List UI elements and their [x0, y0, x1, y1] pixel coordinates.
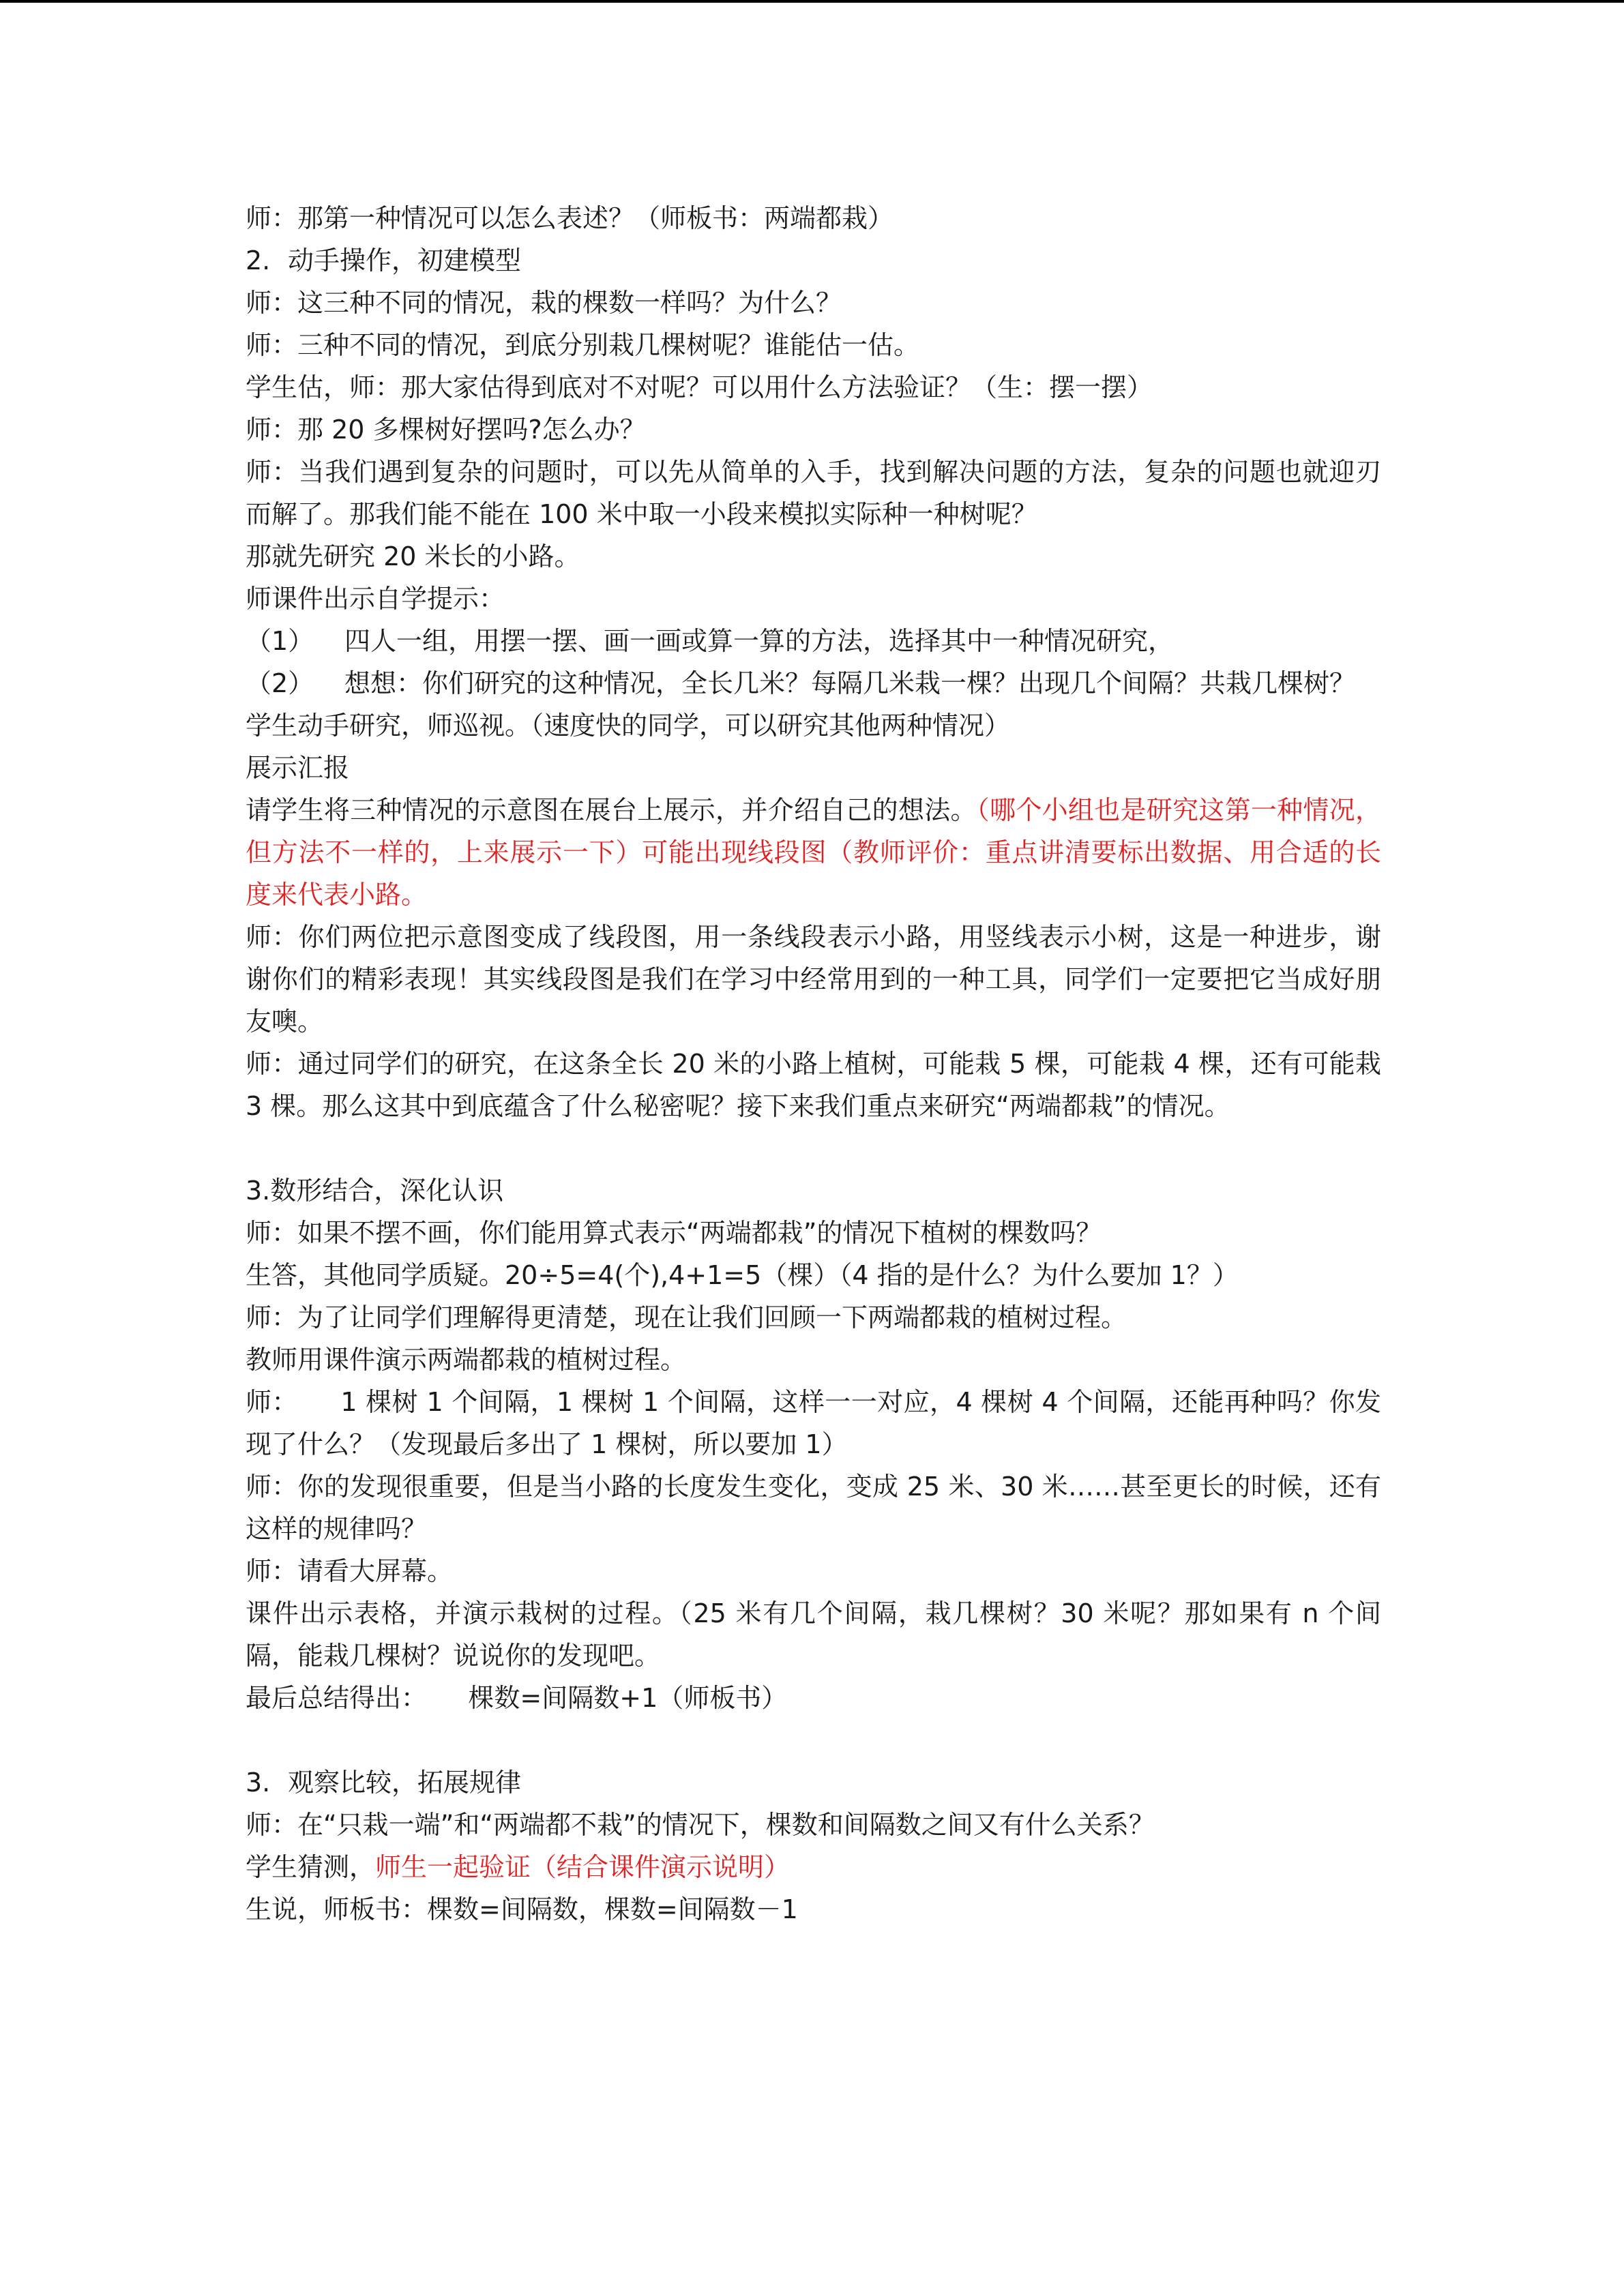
text-line: 师课件出示自学提示：: [246, 584, 505, 614]
text-line: 生说，师板书：棵数=间隔数，棵数=间隔数－1: [246, 1894, 798, 1924]
text-line: 师：如果不摆不画，你们能用算式表示“两端都栽”的情况下植树的棵数吗？: [246, 1218, 1102, 1248]
line-text: 学生猜测，: [246, 1852, 376, 1882]
summary-line: 最后总结得出： 棵数=间隔数+1（师板书）: [246, 1683, 788, 1713]
paragraph: [246, 789, 1381, 916]
paragraph: 师： 1 棵树 1 个间隔，1 棵树 1 个间隔，这样一一对应，4 棵树 4 个间隔，还能再种吗？你发现了什么？（发现最后多出了 1 棵树，所以要加 1）: [246, 1387, 1381, 1459]
document-body: [246, 197, 1381, 1930]
paragraph-text: 请学生将三种情况的示意图在展台上展示，并介绍自己的想法。: [246, 795, 977, 825]
text-line: 学生估，师：那大家估得到底对不对呢？可以用什么方法验证？（生：摆一摆）: [246, 372, 1153, 402]
text-line: 师：这三种不同的情况，栽的棵数一样吗？为什么？: [246, 288, 842, 318]
section-heading: [246, 1761, 1381, 1804]
list-marker: （1）: [246, 626, 314, 656]
blank-line: [246, 1127, 1381, 1169]
paragraph: 师：你的发现很重要，但是当小路的长度发生变化，变成 25 米、30 米……甚至更长的时候，还有这样的规律吗？: [246, 1472, 1381, 1544]
highlighted-text: 师生一起验证（结合课件演示说明）: [375, 1852, 791, 1882]
paragraph: 师：你们两位把示意图变成了线段图，用一条线段表示小路，用竖线表示小树，这是一种进步，谢谢你们的精彩表现！其实线段图是我们在学习中经常用到的一种工具，同学们一定要把它当成好朋友噢。: [246, 922, 1381, 1037]
text-line: 教师用课件演示两端都栽的植树过程。: [246, 1345, 687, 1375]
text-line: 展示汇报: [246, 753, 350, 783]
section-heading: 3.数形结合，深化认识: [246, 1176, 504, 1206]
text-line: 师：那第一种情况可以怎么表述？（师板书：两端都栽）: [246, 203, 894, 233]
text-line: 师：三种不同的情况，到底分别栽几棵树呢？谁能估一估。: [246, 330, 920, 360]
section-heading: [246, 239, 1381, 282]
text-line: 师：请看大屏幕。: [246, 1556, 454, 1586]
list-marker: （2）: [246, 668, 314, 698]
section-number: 3.: [246, 1768, 271, 1798]
section-title: 动手操作，初建模型: [288, 245, 522, 275]
text-line: 生答，其他同学质疑。20÷5=4(个),4+1=5（棵）（4 指的是什么？为什么要加 1？）: [246, 1260, 1239, 1290]
list-item: [246, 620, 1381, 662]
paragraph: 师：当我们遇到复杂的问题时，可以先从简单的入手，找到解决问题的方法，复杂的问题也就迎刃而解了。那我们能不能在 100 米中取一小段来模拟实际种一种树呢？: [246, 457, 1381, 529]
paragraph: 课件出示表格，并演示栽树的过程。（25 米有几个间隔，栽几棵树？30 米呢？那如果有 n 个间隔，能栽几棵树？说说你的发现吧。: [246, 1598, 1381, 1671]
text-line: [246, 1846, 1381, 1888]
section-number: 2.: [246, 245, 271, 275]
blank-line: [246, 1719, 1381, 1761]
text-line: 那就先研究 20 米长的小路。: [246, 541, 580, 571]
text-line: 师：在“只栽一端”和“两端都不栽”的情况下，棵数和间隔数之间又有什么关系？: [246, 1810, 1155, 1840]
text-line: 师：那 20 多棵树好摆吗?怎么办？: [246, 415, 646, 445]
section-title: 观察比较，拓展规律: [288, 1768, 522, 1798]
text-line: 学生动手研究，师巡视。（速度快的同学，可以研究其他两种情况）: [246, 711, 1011, 741]
list-item: [246, 662, 1381, 704]
list-text: 想想：你们研究的这种情况，全长几米？每隔几米栽一棵？出现几个间隔？共栽几棵树？: [344, 668, 1356, 698]
list-text: 四人一组，用摆一摆、画一画或算一算的方法，选择其中一种情况研究，: [344, 626, 1175, 656]
text-line: 师：为了让同学们理解得更清楚，现在让我们回顾一下两端都栽的植树过程。: [246, 1302, 1127, 1332]
highlighted-text: （哪个小组也是研究这第一种情况，但方法不一样的，上来展示一下）可能出现线段图（教师评价：重点讲清要标出数据、用合适的长度来代表小路。: [246, 795, 1381, 910]
paragraph: 师：通过同学们的研究，在这条全长 20 米的小路上植树，可能栽 5 棵，可能栽 4 棵，还有可能栽 3 棵。那么这其中到底蕴含了什么秘密呢？接下来我们重点来研究“两端都栽”的情况。: [246, 1049, 1381, 1121]
